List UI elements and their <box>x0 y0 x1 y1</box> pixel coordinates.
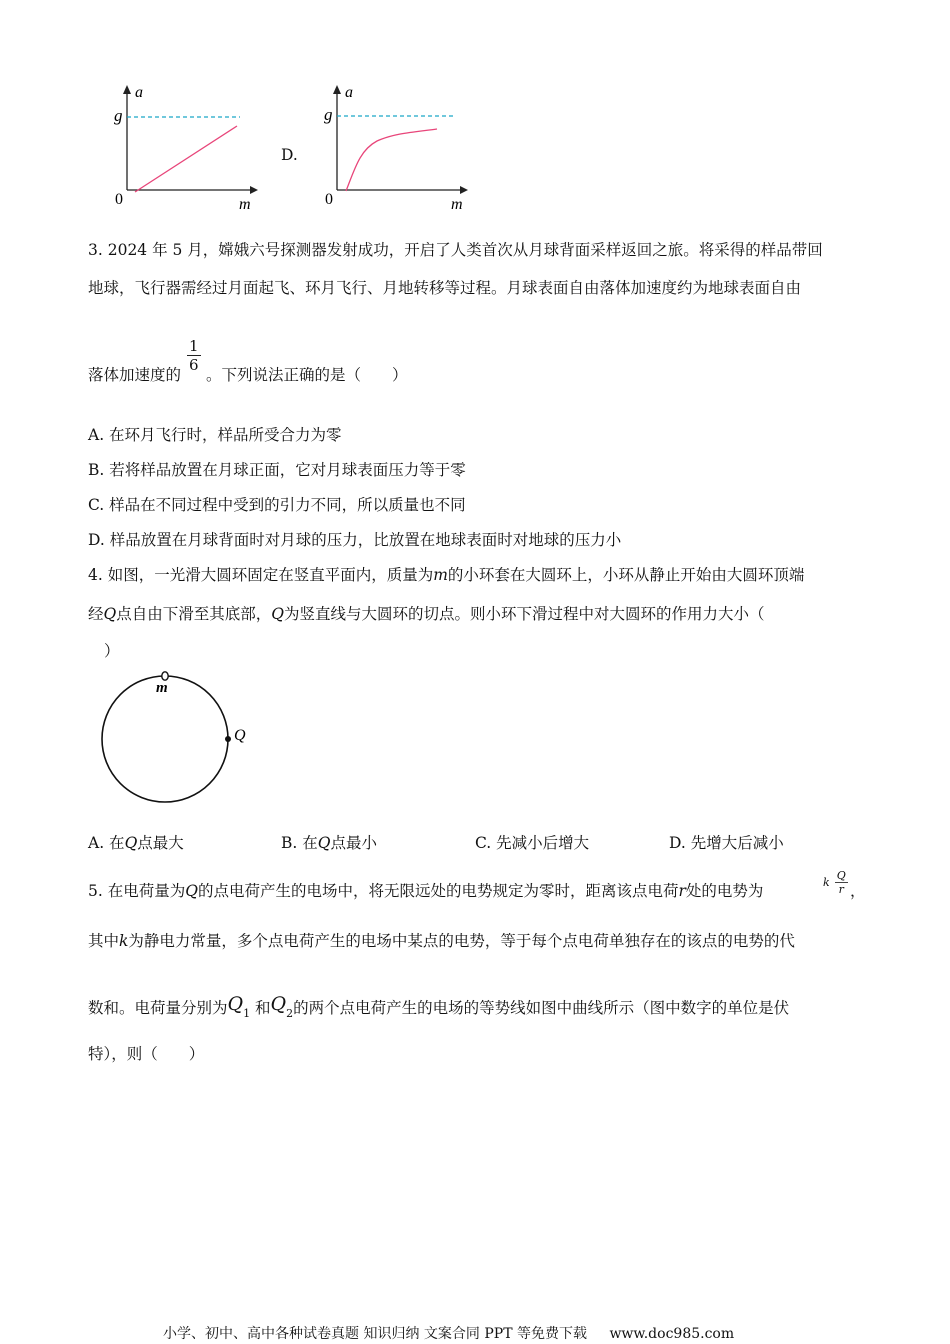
g-label: g <box>324 105 333 124</box>
ring-q-label: Q <box>234 727 246 744</box>
q3-option-d: D. 样品放置在月球背面时对月球的压力，比放置在地球表面时对地球的压力小 <box>88 531 622 549</box>
axis-m-label: m <box>239 196 251 213</box>
footer-text: 小学、初中、高中各种试卷真题 知识归纳 文案合同 PPT 等免费下载 www.doc985.com <box>163 1326 735 1342</box>
ring-m-label: m <box>156 680 168 696</box>
fraction-one-sixth: $\frac{1}{6}$ <box>189 337 199 374</box>
q5-line-1-end: ， <box>850 882 866 900</box>
q4-option-b: B. 在Q点最小 <box>281 834 377 852</box>
q5-line-2: 其中k为静电力常量，多个点电荷产生的电场中某点的电势，等于每个点电荷单独存在的该点的电势的代 <box>88 932 795 950</box>
q5-line-4: 特），则（ ） <box>88 1045 205 1063</box>
small-ring <box>162 672 168 680</box>
q3-option-c: C. 样品在不同过程中受到的引力不同，所以质量也不同 <box>88 496 466 514</box>
origin-label: 0 <box>325 191 333 208</box>
q5-line-1: 5. 在电荷量为Q的点电荷产生的电场中，将无限远处的电势规定为零时，距离该点电荷r处的电势为 <box>88 882 764 900</box>
q4-option-d: D. 先增大后减小 <box>669 834 784 852</box>
q4-line-3: ） <box>104 642 120 660</box>
saturating-curve <box>346 129 437 191</box>
q4-option-a: A. 在Q点最大 <box>88 834 184 852</box>
q4-option-c: C. 先减小后增大 <box>475 834 590 852</box>
q3-line-2: 地球，飞行器需经过月面起飞、环月飞行、月地转移等过程。月球表面自由落体加速度约为地球表面自由 <box>88 279 802 297</box>
footer-link[interactable]: www.doc985.com <box>609 1326 735 1342</box>
point-q <box>225 736 231 742</box>
option-d-label: D. <box>281 146 298 164</box>
q4-line-2: 经Q点自由下滑至其底部，Q为竖直线与大圆环的切点。则小环下滑过程中对大圆环的作用力大小（ <box>88 605 765 623</box>
origin-label: 0 <box>115 191 123 208</box>
q3-line-3-end: 。下列说法正确的是（ ） <box>206 366 408 384</box>
q3-line-3: 落体加速度的 <box>88 366 182 384</box>
axis-a-label: a <box>135 84 143 101</box>
g-label: g <box>114 106 123 125</box>
q4-line-1: 4. 如图，一光滑大圆环固定在竖直平面内，质量为m的小环套在大圆环上，小环从静止开始由大圆环顶端 <box>88 566 805 584</box>
graph-linear <box>105 80 265 215</box>
potential-formula: k $\frac{Q}{r}$ <box>823 869 846 896</box>
axis-a-label: a <box>345 84 353 101</box>
q3-option-b: B. 若将样品放置在月球正面，它对月球表面压力等于零 <box>88 461 466 479</box>
linear-curve <box>135 126 237 192</box>
ring-diagram <box>95 668 265 808</box>
q5-line-3: 数和。电荷量分别为$Q_1$ 和$Q_2$的两个点电荷产生的电场的等势线如图中曲线所示（图中数字的单位是伏 <box>88 993 790 1020</box>
q3-line-1: 3. 2024 年 5 月，嫦娥六号探测器发射成功，开启了人类首次从月球背面采样返回之旅。将采得的样品带回 <box>88 241 823 259</box>
graph-saturating <box>315 78 475 215</box>
axis-m-label: m <box>451 196 463 213</box>
q3-option-a: A. 在环月飞行时，样品所受合力为零 <box>88 426 342 444</box>
